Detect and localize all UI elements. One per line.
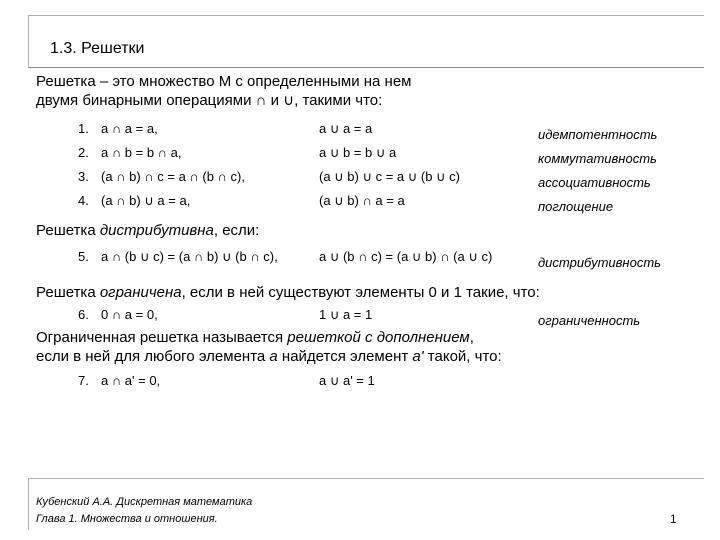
law-row (0, 121, 720, 141)
law-join-formula: (a ∪ b) ∪ c = a ∪ (b ∪ c) (319, 169, 461, 184)
left-border (28, 15, 29, 67)
law-name: поглощение (538, 199, 614, 214)
distributive-term: дистрибутивна (99, 222, 214, 239)
footer-author: Кубенский А.А. Дискретная математика (36, 496, 253, 508)
law-join-formula: (a ∪ b) ∩ a = a (319, 193, 405, 208)
law-row (0, 249, 720, 269)
distributive-post: , если: (213, 222, 260, 239)
law-meet-formula: a ∩ a' = 0, (101, 373, 161, 388)
intro-line-1: Решетка – это множество М с определенными на нем (36, 73, 412, 90)
law-join-formula: 1 ∪ a = 1 (319, 307, 373, 322)
complement-definition-line-1 (36, 328, 474, 347)
law-meet-formula: a ∩ a = a, (101, 121, 158, 136)
complement-line2-post: такой, что: (423, 348, 502, 365)
law-number: 2. (78, 145, 89, 160)
law-meet-formula: a ∩ b = b ∩ a, (101, 145, 182, 160)
title-rule (28, 67, 704, 68)
law-number: 5. (78, 249, 89, 264)
top-border (28, 15, 704, 16)
law-join-formula: a ∪ b = b ∪ a (319, 145, 397, 160)
law-number: 3. (78, 169, 89, 184)
law-number: 4. (78, 193, 89, 208)
complement-line2-mid: найдется элемент (277, 348, 413, 365)
complement-post: , (469, 329, 474, 346)
law-number: 1. (78, 121, 89, 136)
law-name: дистрибутивность (538, 255, 661, 270)
element-a-prime: a' (412, 348, 424, 365)
footer-rule (28, 478, 704, 479)
element-a: a (269, 348, 278, 365)
complement-definition-line-2 (36, 347, 502, 366)
complement-line2-pre: если в ней для любого элемента (36, 348, 270, 365)
bounded-definition (36, 283, 540, 302)
law-name: ограниченность (538, 313, 641, 328)
bounded-term: ограничена (99, 284, 182, 301)
distributive-pre: Решетка (36, 222, 100, 239)
law-row (0, 145, 720, 165)
law-number: 7. (78, 373, 89, 388)
law-name: идемпотентность (538, 127, 658, 142)
law-number: 6. (78, 307, 89, 322)
law-meet-formula: (a ∩ b) ∪ a = a, (101, 193, 191, 208)
law-join-formula: a ∪ a = a (319, 121, 373, 136)
law-row (0, 373, 720, 393)
complement-term: решеткой с дополнением (287, 329, 470, 346)
footer-left-border (28, 478, 29, 530)
law-name: ассоциативность (538, 175, 651, 190)
slide-title: 1.3. Решетки (50, 40, 145, 57)
law-join-formula: a ∪ (b ∩ c) = (a ∪ b) ∩ (a ∪ c) (319, 249, 493, 264)
law-row (0, 307, 720, 327)
bounded-pre: Решетка (36, 284, 100, 301)
law-row (0, 193, 720, 213)
intro-line-2: двумя бинарными операциями ∩ и ∪, такими что: (36, 92, 383, 109)
footer-chapter: Глава 1. Множества и отношения. (36, 513, 218, 525)
law-meet-formula: (a ∩ b) ∩ c = a ∩ (b ∩ c), (101, 169, 245, 184)
law-row (0, 169, 720, 189)
law-meet-formula: 0 ∩ a = 0, (101, 307, 158, 322)
distributive-definition (36, 221, 259, 240)
law-join-formula: a ∪ a' = 1 (319, 373, 375, 388)
law-name: коммутативность (538, 151, 657, 166)
law-meet-formula: a ∩ (b ∪ c) = (a ∩ b) ∪ (b ∩ c), (101, 249, 278, 264)
complement-pre: Ограниченная решетка называется (36, 329, 288, 346)
bounded-post: , если в ней существуют элементы 0 и 1 такие, что: (181, 284, 540, 301)
page-number: 1 (670, 512, 677, 526)
